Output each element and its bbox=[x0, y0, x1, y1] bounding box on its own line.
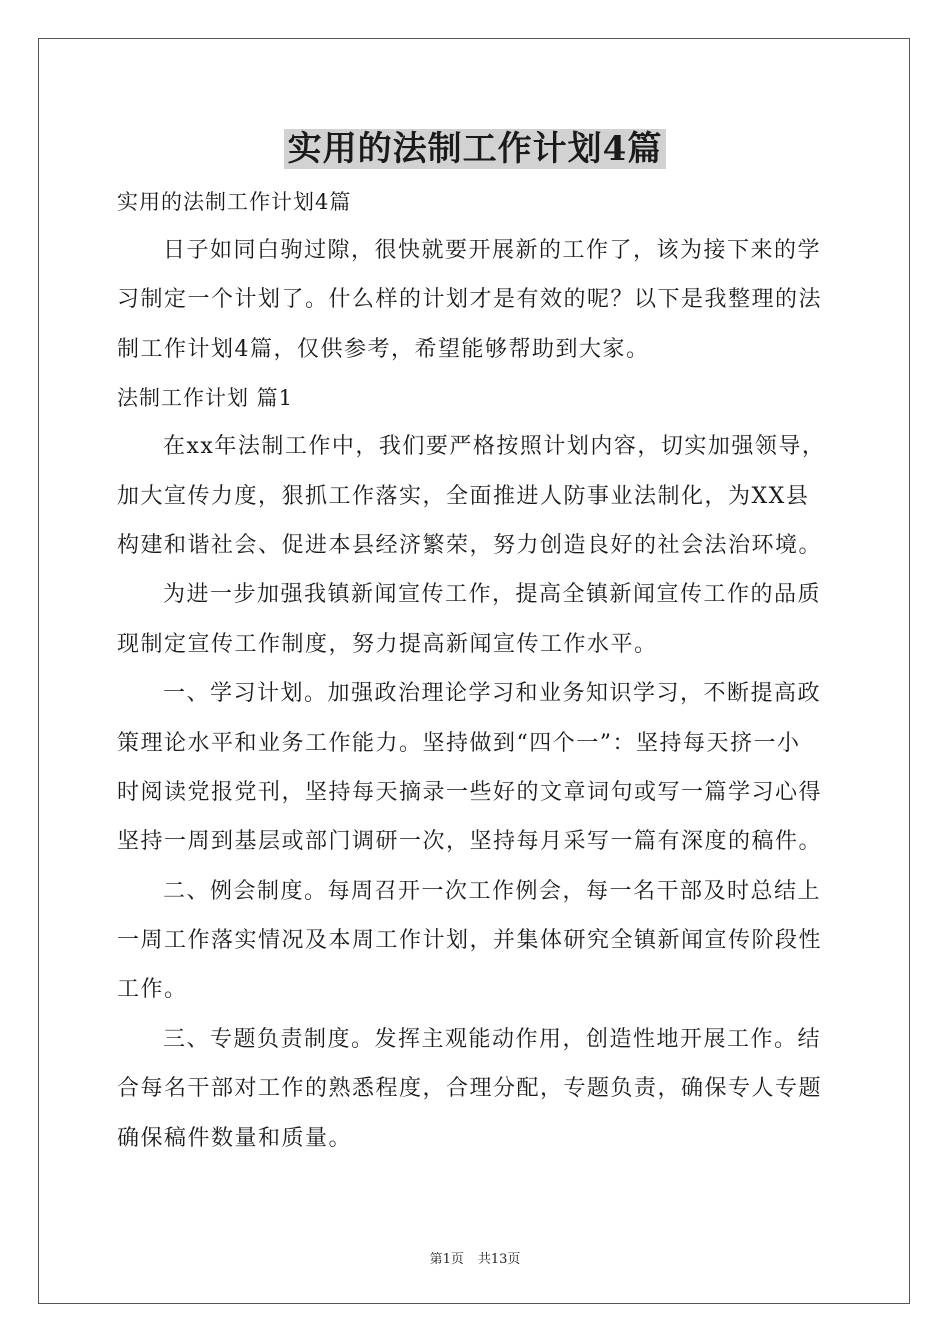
document-subtitle: 实用的法制工作计划4篇 bbox=[117, 190, 352, 214]
page-number: 第1页 bbox=[429, 1252, 464, 1267]
paragraph-line: 加大宣传力度，狠抓工作落实，全面推进人防事业法制化，为XX县 bbox=[117, 483, 810, 509]
paragraph-line: 三、专题负责制度。发挥主观能动作用，创造性地开展工作。结 bbox=[163, 1026, 822, 1052]
paragraph-line: 习制定一个计划了。什么样的计划才是有效的呢？以下是我整理的法 bbox=[117, 287, 823, 313]
paragraph bbox=[117, 669, 837, 867]
document-body bbox=[117, 178, 837, 1163]
section-heading: 法制工作计划 篇1 bbox=[117, 386, 294, 411]
paragraph-line: 一、学习计划。加强政治理论学习和业务知识学习，不断提高政 bbox=[163, 681, 822, 707]
paragraph-line: 合每名干部对工作的熟悉程度，合理分配，专题负责，确保专人专题 bbox=[117, 1076, 823, 1102]
paragraph-line: 时阅读党报党刊，坚持每天摘录一些好的文章词句或写一篇学习心得 bbox=[117, 779, 823, 805]
paragraph bbox=[117, 1015, 837, 1163]
paragraph-line: 工作。 bbox=[117, 977, 188, 1003]
paragraph-line: 确保稿件数量和质量。 bbox=[117, 1125, 353, 1151]
page-total: 共13页 bbox=[477, 1252, 521, 1267]
paragraph-line: 在xx年法制工作中，我们要严格按照计划内容，切实加强领导， bbox=[163, 434, 826, 460]
paragraph-line: 二、例会制度。每周召开一次工作例会，每一名干部及时总结上 bbox=[163, 878, 822, 904]
paragraph-line: 一周工作落实情况及本周工作计划，并集体研究全镇新闻宣传阶段性 bbox=[117, 928, 823, 954]
paragraph-line: 构建和谐社会、促进本县经济繁荣，努力创造良好的社会法治环境。 bbox=[117, 532, 823, 558]
paragraph-line: 日子如同白驹过隙，很快就要开展新的工作了，该为接下来的学 bbox=[163, 238, 822, 263]
paragraph-line: 制工作计划4篇，仅供参考，希望能够帮助到大家。 bbox=[117, 336, 650, 362]
paragraph bbox=[117, 570, 837, 669]
document-title bbox=[0, 124, 950, 174]
paragraph bbox=[117, 422, 837, 570]
document-title-text: 实用的法制工作计划4篇 bbox=[284, 129, 667, 169]
paragraph-line: 策理论水平和业务工作能力。坚持做到“四个一”：坚持每天挤一小 bbox=[117, 730, 801, 756]
paragraph-line: 坚持一周到基层或部门调研一次，坚持每月采写一篇有深度的稿件。 bbox=[117, 829, 823, 855]
intro-paragraph bbox=[117, 226, 837, 374]
paragraph bbox=[117, 867, 837, 1015]
paragraph-line: 现制定宣传工作制度，努力提高新闻宣传工作水平。 bbox=[117, 631, 658, 657]
page-footer bbox=[0, 1248, 950, 1267]
paragraph-line: 为进一步加强我镇新闻宣传工作，提高全镇新闻宣传工作的品质 bbox=[163, 582, 822, 608]
